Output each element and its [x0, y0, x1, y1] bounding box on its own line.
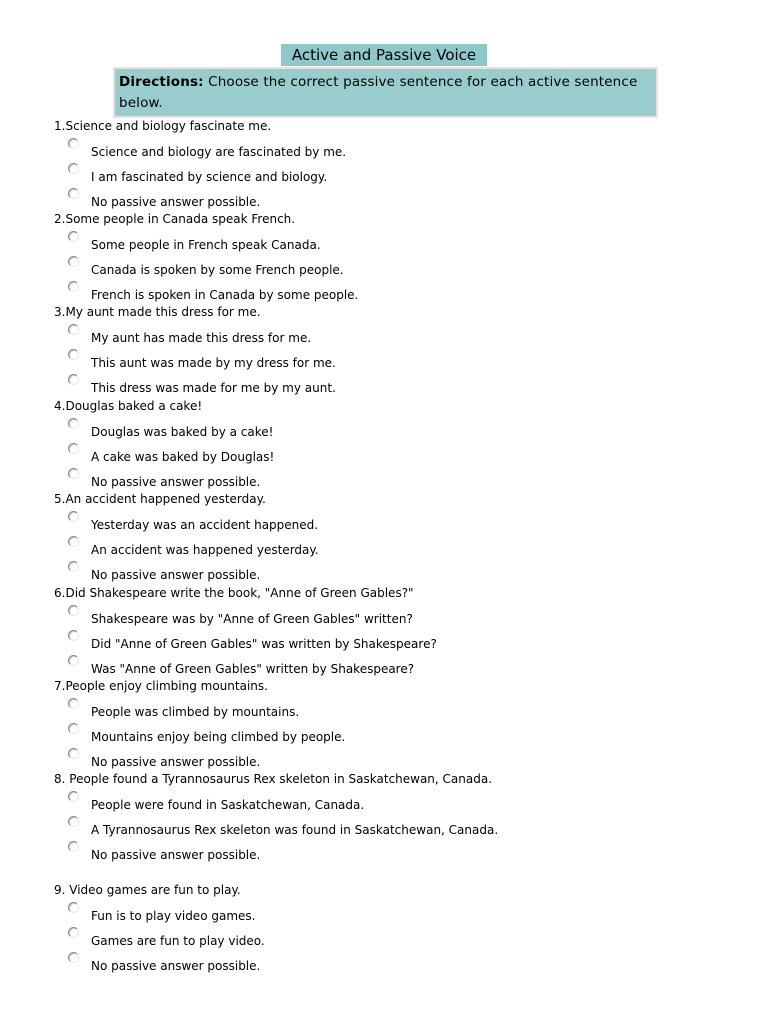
radio-button[interactable]: [68, 511, 79, 522]
radio-button[interactable]: [68, 630, 79, 641]
answer-option-label: Yesterday was an accident happened.: [91, 518, 319, 532]
answer-option-label: No passive answer possible.: [91, 959, 261, 973]
answer-option[interactable]: [68, 511, 548, 535]
radio-button[interactable]: [68, 138, 79, 149]
answer-option-label: No passive answer possible.: [91, 755, 261, 769]
radio-button[interactable]: [68, 791, 79, 802]
radio-button[interactable]: [68, 698, 79, 709]
radio-button[interactable]: [68, 841, 79, 852]
answer-option[interactable]: [68, 256, 548, 280]
radio-button[interactable]: [68, 927, 79, 938]
answer-option-label: No passive answer possible.: [91, 195, 261, 209]
answer-option-label: A Tyrannosaurus Rex skeleton was found in Saskatchewan, Canada.: [91, 823, 499, 837]
answer-option[interactable]: [68, 231, 548, 255]
directions-label: Directions:: [119, 74, 204, 90]
question-prompt: 6.Did Shakespeare write the book, "Anne of Green Gables?": [54, 586, 414, 600]
radio-button[interactable]: [68, 536, 79, 547]
answer-option[interactable]: [68, 443, 548, 467]
radio-button[interactable]: [68, 468, 79, 479]
question-prompt: 5.An accident happened yesterday.: [54, 492, 266, 506]
answer-option-label: Mountains enjoy being climbed by people.: [91, 730, 346, 744]
radio-button[interactable]: [68, 163, 79, 174]
answer-option[interactable]: [68, 418, 548, 442]
answer-option[interactable]: [68, 723, 548, 747]
answer-option[interactable]: [68, 281, 548, 305]
answer-option-label: Fun is to play video games.: [91, 909, 256, 923]
question-prompt: 8. People found a Tyrannosaurus Rex skeleton in Saskatchewan, Canada.: [54, 772, 493, 786]
answer-option[interactable]: [68, 655, 548, 679]
answer-option-label: Some people in French speak Canada.: [91, 238, 321, 252]
radio-button[interactable]: [68, 418, 79, 429]
radio-button[interactable]: [68, 443, 79, 454]
answer-option[interactable]: [68, 605, 548, 629]
question-prompt: 3.My aunt made this dress for me.: [54, 305, 261, 319]
answer-option[interactable]: [68, 748, 548, 772]
radio-button[interactable]: [68, 655, 79, 666]
answer-option[interactable]: [68, 698, 548, 722]
question-prompt: 4.Douglas baked a cake!: [54, 399, 203, 413]
answer-option-label: This dress was made for me by my aunt.: [91, 381, 336, 395]
answer-option-label: My aunt has made this dress for me.: [91, 331, 312, 345]
radio-button[interactable]: [68, 324, 79, 335]
answer-option-label: Douglas was baked by a cake!: [91, 425, 274, 439]
question-prompt: 2.Some people in Canada speak French.: [54, 212, 296, 226]
radio-button[interactable]: [68, 231, 79, 242]
answer-option[interactable]: [68, 374, 548, 398]
answer-option[interactable]: [68, 138, 548, 162]
answer-option-label: French is spoken in Canada by some people.: [91, 288, 359, 302]
answer-option-label: Shakespeare was by "Anne of Green Gables" written?: [91, 612, 413, 626]
answer-option-label: Science and biology are fascinated by me.: [91, 145, 347, 159]
answer-option[interactable]: [68, 536, 548, 560]
answer-option[interactable]: [68, 324, 548, 348]
radio-button[interactable]: [68, 374, 79, 385]
answer-option[interactable]: [68, 630, 548, 654]
answer-option-label: People were found in Saskatchewan, Canada.: [91, 798, 365, 812]
answer-option-label: People was climbed by mountains.: [91, 705, 300, 719]
radio-button[interactable]: [68, 816, 79, 827]
radio-button[interactable]: [68, 748, 79, 759]
radio-button[interactable]: [68, 349, 79, 360]
answer-option[interactable]: [68, 163, 548, 187]
answer-option[interactable]: [68, 561, 548, 585]
answer-option-label: An accident was happened yesterday.: [91, 543, 319, 557]
question-prompt: 7.People enjoy climbing mountains.: [54, 679, 268, 693]
answer-option-label: Was "Anne of Green Gables" written by Shakespeare?: [91, 662, 415, 676]
radio-button[interactable]: [68, 605, 79, 616]
answer-option[interactable]: [68, 952, 548, 976]
answer-option-label: Games are fun to play video.: [91, 934, 265, 948]
answer-option-label: Canada is spoken by some French people.: [91, 263, 344, 277]
worksheet-title: Active and Passive Voice: [281, 44, 487, 66]
directions-text: Choose the correct passive sentence for each active sentence below.: [119, 74, 638, 111]
answer-option-label: No passive answer possible.: [91, 568, 261, 582]
radio-button[interactable]: [68, 188, 79, 199]
radio-button[interactable]: [68, 561, 79, 572]
radio-button[interactable]: [68, 281, 79, 292]
radio-button[interactable]: [68, 723, 79, 734]
answer-option-label: This aunt was made by my dress for me.: [91, 356, 336, 370]
question-prompt: 1.Science and biology fascinate me.: [54, 119, 272, 133]
answer-option[interactable]: [68, 349, 548, 373]
answer-option[interactable]: [68, 902, 548, 926]
answer-option-label: Did "Anne of Green Gables" was written by Shakespeare?: [91, 637, 437, 651]
answer-option[interactable]: [68, 791, 548, 815]
answer-option[interactable]: [68, 927, 548, 951]
directions-box: [113, 67, 658, 118]
answer-option[interactable]: [68, 468, 548, 492]
radio-button[interactable]: [68, 902, 79, 913]
answer-option-label: I am fascinated by science and biology.: [91, 170, 328, 184]
answer-option[interactable]: [68, 188, 548, 212]
answer-option-label: No passive answer possible.: [91, 848, 261, 862]
answer-option[interactable]: [68, 816, 548, 840]
question-prompt: 9. Video games are fun to play.: [54, 883, 241, 897]
answer-option[interactable]: [68, 841, 548, 865]
answer-option-label: A cake was baked by Douglas!: [91, 450, 275, 464]
radio-button[interactable]: [68, 952, 79, 963]
answer-option-label: No passive answer possible.: [91, 475, 261, 489]
radio-button[interactable]: [68, 256, 79, 267]
